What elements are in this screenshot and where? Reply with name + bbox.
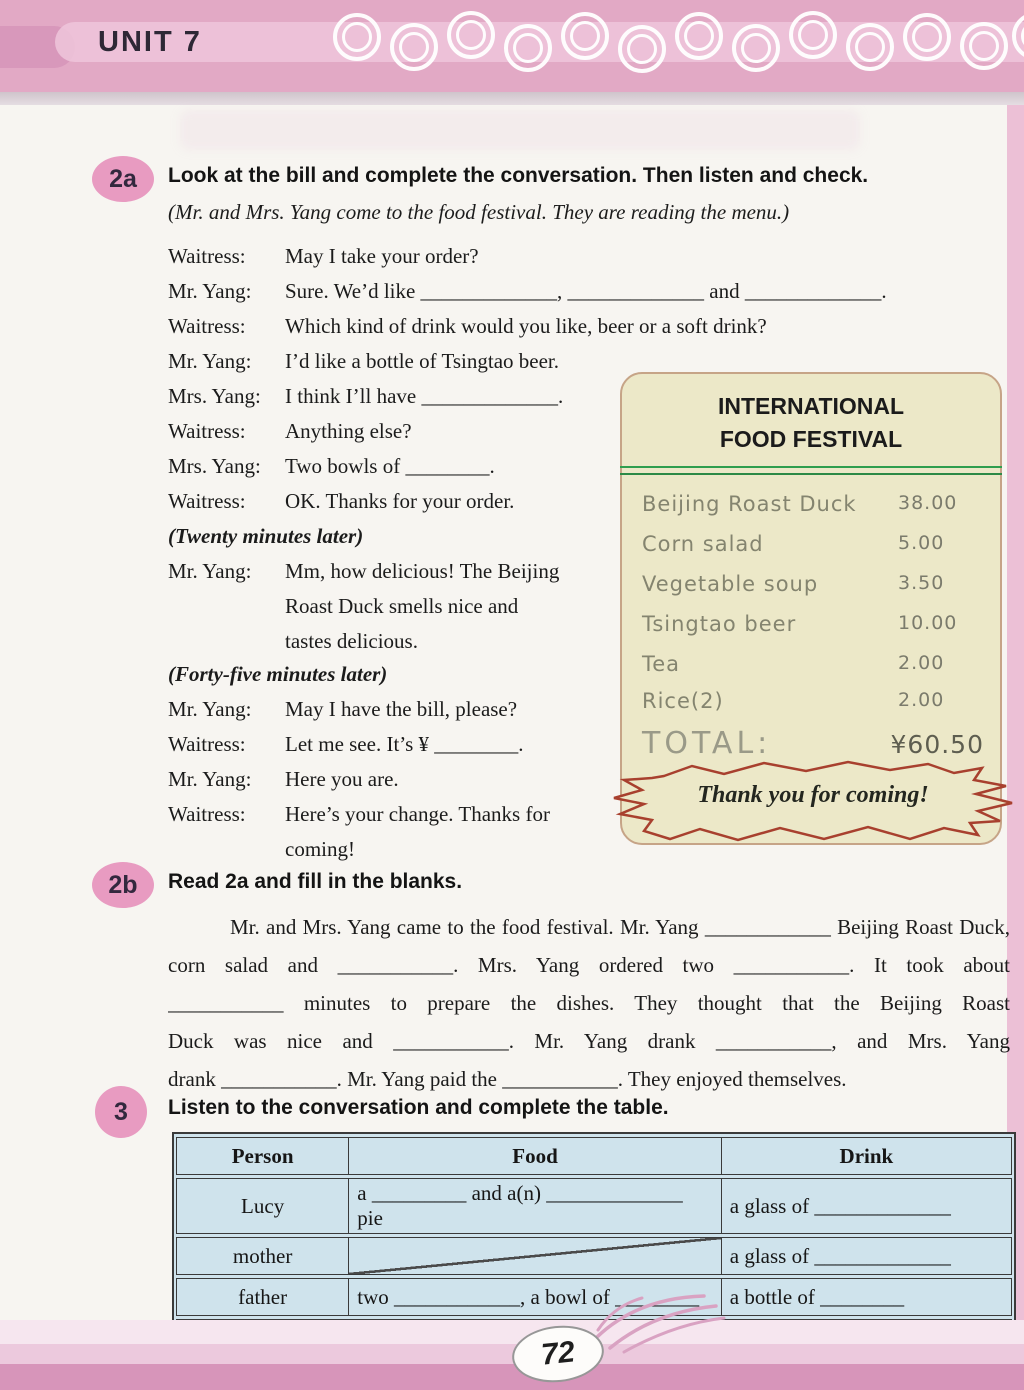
- section-3-title: Listen to the conversation and complete the table.: [168, 1096, 669, 1119]
- drink-cell: a bottle of ________: [722, 1278, 1012, 1316]
- item-price: 38.00: [898, 492, 958, 514]
- page-number: 72: [509, 1321, 606, 1386]
- menu-title: [622, 390, 1000, 457]
- item-name: Rice(2): [642, 689, 724, 713]
- food-festival-bill: [620, 372, 1002, 845]
- section-2a-badge: 2a: [92, 156, 154, 202]
- dialogue-text: I think I’ll have _____________.: [285, 384, 564, 408]
- ink-bleed: [180, 110, 860, 150]
- speaker-label: [168, 629, 285, 654]
- dialogue-text: tastes delicious.: [285, 629, 418, 653]
- item-price: 2.00: [898, 652, 945, 674]
- item-price: 3.50: [898, 572, 945, 594]
- ring-icon: [732, 24, 780, 72]
- table-row: [176, 1237, 1012, 1275]
- table-header-row: [176, 1137, 1012, 1175]
- paragraph-line: Duck was nice and ___________. Mr. Yang drank ___________, and Mrs. Yang: [168, 1029, 1010, 1053]
- item-price: 2.00: [898, 689, 945, 711]
- swoosh-icon: [584, 1290, 734, 1361]
- speaker-label: Mrs. Yang:: [168, 454, 261, 478]
- item-name: Tea: [642, 652, 681, 676]
- dialogue-text: Anything else?: [285, 419, 412, 443]
- ring-icon: [903, 13, 951, 61]
- ring-icon: [846, 23, 894, 71]
- section-2b-badge: 2b: [92, 862, 154, 908]
- section-2a-title: Look at the bill and complete the conversation. Then listen and check.: [168, 164, 869, 187]
- food-cell: two ____________, a bowl of ________: [349, 1278, 722, 1316]
- stage-text: (Twenty minutes later): [168, 524, 364, 548]
- item-price: 10.00: [898, 612, 958, 634]
- speaker-label: Mr. Yang:: [168, 697, 252, 721]
- dialogue-text: Let me see. It’s ¥ ________.: [285, 732, 524, 756]
- menu-item: [642, 652, 984, 676]
- stage-note: (Mr. and Mrs. Yang come to the food festival. They are reading the menu.): [168, 200, 790, 224]
- menu-item: [642, 532, 984, 556]
- dialogue-text: May I have the bill, please?: [285, 697, 518, 721]
- person-cell: mother: [176, 1237, 349, 1275]
- unit-banner: [0, 0, 1024, 92]
- speaker-label: Waitress:: [168, 489, 246, 513]
- menu-item: [642, 492, 984, 516]
- item-name: Tsingtao beer: [642, 612, 797, 636]
- speaker-label: Mrs. Yang:: [168, 384, 261, 408]
- dialogue-text: Here’s your change. Thanks for: [285, 802, 550, 826]
- dialogue-text: Roast Duck smells nice and: [285, 594, 519, 618]
- dialogue-line: [168, 279, 1008, 304]
- ring-icon: [561, 12, 609, 60]
- dialogue-text: coming!: [285, 837, 355, 861]
- ring-icon: [675, 12, 723, 60]
- dialogue-text: May I take your order?: [285, 244, 479, 268]
- paragraph-line: drank ___________. Mr. Yang paid the ___________. They enjoyed themselves.: [168, 1067, 847, 1091]
- ring-icon: [447, 11, 495, 59]
- dialogue-text: Which kind of drink would you like, beer or a soft drink?: [285, 314, 767, 338]
- speaker-label: Waitress:: [168, 802, 246, 826]
- speaker-label: Mr. Yang:: [168, 767, 252, 791]
- speaker-label: Waitress:: [168, 314, 246, 338]
- menu-title-line2: FOOD FESTIVAL: [719, 426, 903, 453]
- dialogue-line: [168, 349, 1008, 374]
- col-header-food: Food: [349, 1137, 722, 1175]
- paragraph-line: corn salad and ___________. Mrs. Yang ordered two ___________. It took about: [168, 953, 1010, 977]
- ring-icon: [504, 24, 552, 72]
- menu-total-label: TOTAL:: [642, 726, 772, 761]
- speaker-label: Waitress:: [168, 732, 246, 756]
- bottom-band-light: [0, 1320, 1024, 1344]
- speaker-label: Waitress:: [168, 419, 246, 443]
- ring-icon: [333, 13, 381, 61]
- drink-cell: a glass of _____________: [722, 1178, 1012, 1234]
- drink-cell: a glass of _____________: [722, 1237, 1012, 1275]
- stage-text: (Forty-five minutes later): [168, 662, 388, 686]
- food-cell-crossed-out: [349, 1237, 722, 1275]
- banner-underline: [0, 92, 1024, 105]
- menu-total-value: ¥60.50: [890, 730, 984, 759]
- item-name: Vegetable soup: [642, 572, 819, 596]
- menu-item: [642, 612, 984, 636]
- speaker-label: Mr. Yang:: [168, 559, 252, 583]
- speaker-label: [168, 837, 285, 862]
- item-price: 5.00: [898, 532, 945, 554]
- menu-title-line1: INTERNATIONAL: [717, 393, 905, 419]
- dialogue-text: Here you are.: [285, 767, 399, 791]
- speaker-label: Mr. Yang:: [168, 349, 252, 373]
- item-name: Beijing Roast Duck: [642, 492, 857, 516]
- food-cell: a _________ and a(n) _____________ pie: [349, 1178, 722, 1234]
- item-name: Corn salad: [642, 532, 764, 556]
- section-3-badge: 3: [95, 1086, 147, 1138]
- bottom-band-dark: [0, 1364, 1024, 1390]
- speaker-label: Waitress:: [168, 244, 246, 268]
- unit-label: UNIT 7: [98, 26, 202, 58]
- ring-icon: [960, 22, 1008, 70]
- person-cell: father: [176, 1278, 349, 1316]
- ring-icon: [618, 25, 666, 73]
- speaker-label: Mr. Yang:: [168, 279, 252, 303]
- col-header-drink: Drink: [722, 1137, 1012, 1175]
- section-2b-title: Read 2a and fill in the blanks.: [168, 870, 463, 893]
- starburst-border: [608, 752, 1018, 848]
- menu-item: [642, 689, 984, 713]
- person-cell: Lucy: [176, 1178, 349, 1234]
- ring-icon: [390, 23, 438, 71]
- dialogue-line: [168, 314, 1008, 339]
- dialogue-line: [168, 244, 1008, 269]
- dialogue-text: Sure. We’d like _____________, _____________ and _____________.: [285, 279, 887, 303]
- dialogue-text: OK. Thanks for your order.: [285, 489, 515, 513]
- paragraph-line: ___________ minutes to prepare the dishes. They thought that the Beijing Roast: [168, 991, 1010, 1015]
- dialogue-text: I’d like a bottle of Tsingtao beer.: [285, 349, 559, 373]
- speaker-label: [168, 594, 285, 619]
- menu-footer: Thank you for coming!: [697, 782, 929, 808]
- ring-icon: [789, 11, 837, 59]
- menu-item: [642, 572, 984, 596]
- dialogue-text: Two bowls of ________.: [285, 454, 495, 478]
- paragraph-line: Mr. and Mrs. Yang came to the food festival. Mr. Yang ____________ Beijing Roast Duck,: [230, 915, 1010, 939]
- menu-divider: [620, 466, 1002, 475]
- dialogue-text: Mm, how delicious! The Beijing: [285, 559, 560, 583]
- col-header-person: Person: [176, 1137, 349, 1175]
- table-row: [176, 1178, 1012, 1234]
